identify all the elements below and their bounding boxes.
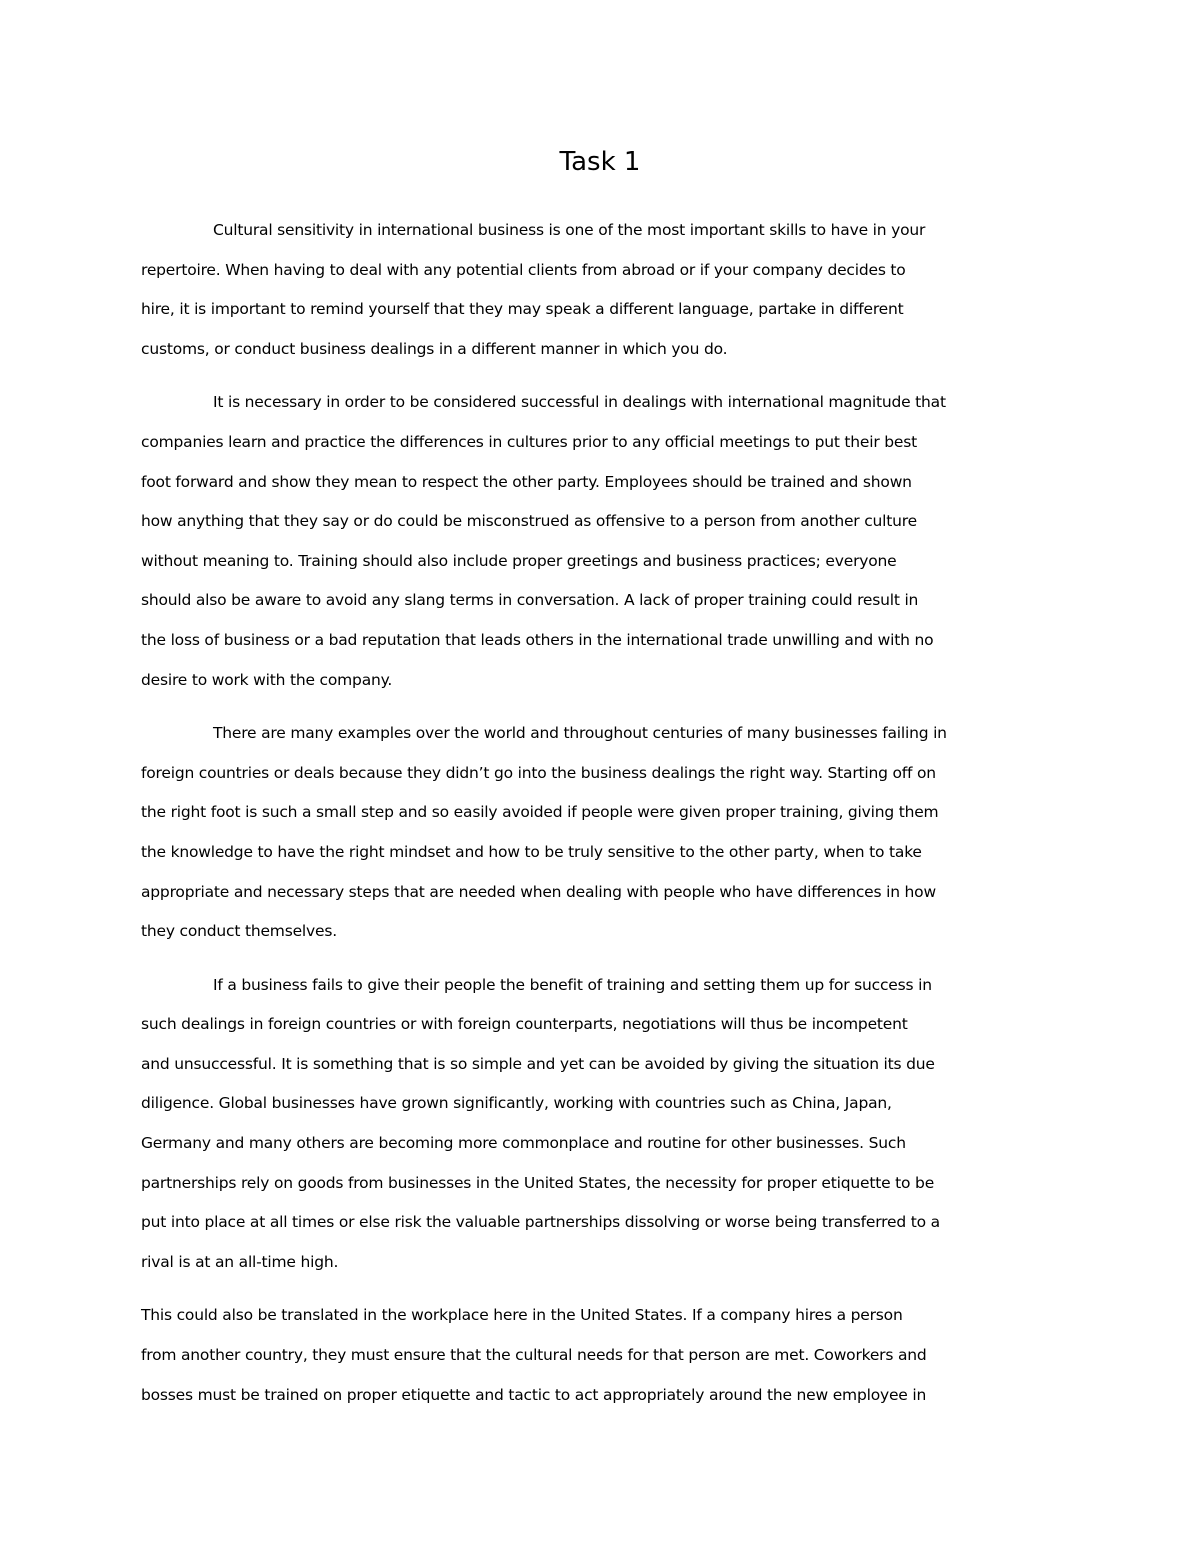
text-line: bosses must be trained on proper etiquette and tactic to act appropriately around the new employee in [141,1385,927,1404]
text-line: appropriate and necessary steps that are needed when dealing with people who have differences in how [141,882,936,901]
document-body [141,211,1059,1429]
paragraph-2 [141,383,1059,700]
text-line: diligence. Global businesses have grown significantly, working with countries such as China, Japan, [141,1094,892,1113]
text-line: repertoire. When having to deal with any potential clients from abroad or if your company decides to [141,260,906,279]
text-line: put into place at all times or else risk the valuable partnerships dissolving or worse being transferred to a [141,1213,940,1232]
text-line: Cultural sensitivity in international business is one of the most important skills to have in your [213,221,926,239]
text-line: from another country, they must ensure that the cultural needs for that person are met. Coworkers and [141,1346,927,1365]
text-line: foot forward and show they mean to respect the other party. Employees should be trained and shown [141,472,912,491]
text-line: partnerships rely on goods from businesses in the United States, the necessity for proper etiquette to be [141,1173,935,1192]
text-line: the knowledge to have the right mindset and how to be truly sensitive to the other party, when to take [141,842,922,861]
text-line: This could also be translated in the workplace here in the United States. If a company hires a person [141,1306,903,1325]
text-line: customs, or conduct business dealings in a different manner in which you do. [141,339,728,358]
text-line: rival is at an all-time high. [141,1252,339,1271]
text-line: If a business fails to give their people the benefit of training and setting them up for success in [213,975,932,994]
text-line: should also be aware to avoid any slang terms in conversation. A lack of proper training could result in [141,591,919,610]
text-line: It is necessary in order to be considered successful in dealings with international magnitude that [213,393,946,412]
paragraph-3 [141,714,1059,952]
text-line: desire to work with the company. [141,670,393,689]
text-line: hire, it is important to remind yourself that they may speak a different language, partake in different [141,300,904,319]
paragraph-5 [141,1296,1059,1415]
text-line: and unsuccessful. It is something that is so simple and yet can be avoided by giving the situation its due [141,1054,935,1073]
text-line: the right foot is such a small step and so easily avoided if people were given proper training, giving them [141,803,939,822]
paragraph-1 [141,211,1059,369]
text-line: the loss of business or a bad reputation that leads others in the international trade unwilling and with no [141,630,934,649]
document-title: Task 1 [559,147,641,177]
text-line: they conduct themselves. [141,922,337,941]
text-line: such dealings in foreign countries or with foreign counterparts, negotiations will thus be incompetent [141,1015,908,1034]
text-line: There are many examples over the world and throughout centuries of many businesses failing in [213,724,947,743]
text-line: Germany and many others are becoming more commonplace and routine for other businesses. Such [141,1134,906,1153]
text-line: companies learn and practice the differences in cultures prior to any official meetings to put their best [141,432,918,451]
paragraph-4 [141,966,1059,1283]
text-line: without meaning to. Training should also include proper greetings and business practices; everyone [141,551,897,570]
text-line: foreign countries or deals because they didn’t go into the business dealings the right way. Starting off on [141,763,936,782]
text-line: how anything that they say or do could be misconstrued as offensive to a person from another culture [141,512,917,531]
